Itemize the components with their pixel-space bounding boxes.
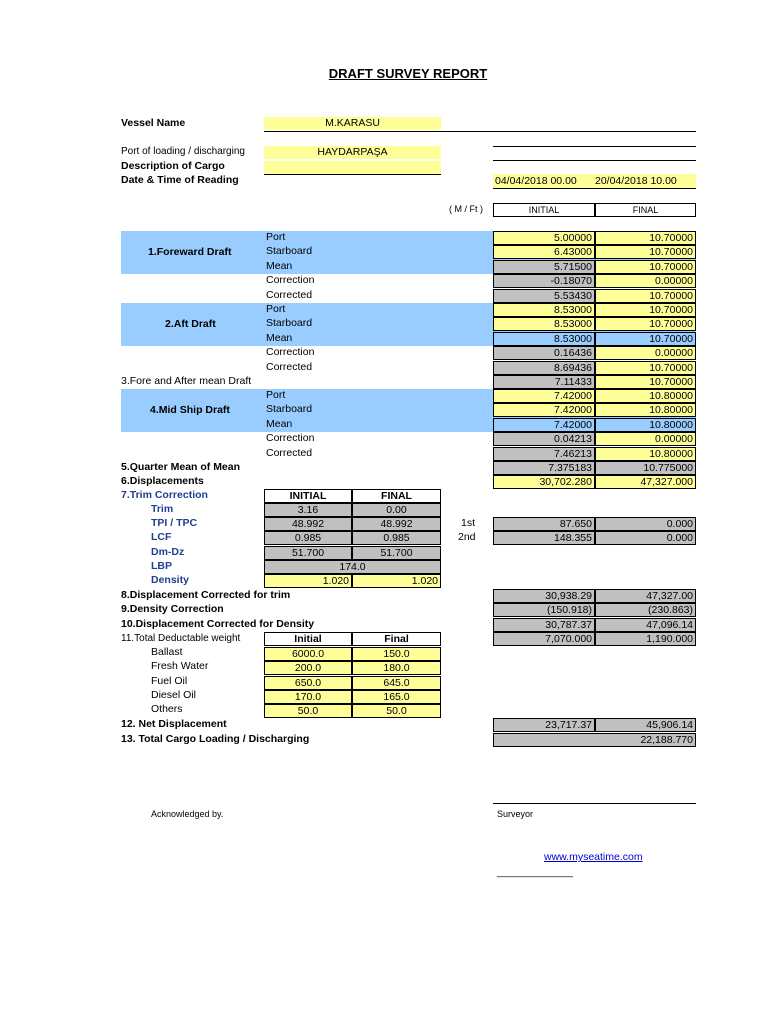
others-label: Others — [151, 703, 183, 715]
second-final: 0.000 — [595, 531, 696, 545]
aft-corrd-initial: 8.69436 — [493, 361, 595, 375]
mid-mean-label: Mean — [266, 418, 293, 430]
fuel-oil-initial: 650.0 — [264, 676, 352, 690]
cargo-value — [264, 161, 441, 174]
dmdz-label: Dm-Dz — [151, 546, 185, 558]
mid-port-initial: 7.42000 — [493, 389, 595, 403]
website-link[interactable]: www.myseatime.com — [544, 851, 643, 863]
aft-port-initial: 8.53000 — [493, 303, 595, 317]
fwd-corrd-initial: 5.53430 — [493, 289, 595, 303]
trim-label: Trim — [151, 503, 174, 515]
date-box — [493, 174, 696, 188]
density-corr-final: (230.863) — [595, 603, 696, 617]
ballast-initial: 6000.0 — [264, 647, 352, 661]
dmdz-final: 51.700 — [352, 546, 441, 560]
unit-label: ( M / Ft ) — [449, 204, 483, 214]
date-final: 20/04/2018 10.00 — [595, 175, 677, 187]
acknowledged-label: Acknowledged by. — [151, 809, 224, 819]
dmdz-initial: 51.700 — [264, 546, 352, 560]
deduct-head-initial: Initial — [264, 632, 352, 646]
port-value: HAYDARPAŞA — [264, 146, 441, 159]
fwd-mean-final: 10.70000 — [595, 260, 696, 274]
fresh-water-final: 180.0 — [352, 661, 441, 675]
fuel-oil-label: Fuel Oil — [151, 675, 188, 687]
deduct-total-initial: 7,070.000 — [493, 632, 595, 646]
first-initial: 87.650 — [493, 517, 595, 531]
ballast-final: 150.0 — [352, 647, 441, 661]
net-disp-initial: 23,717.37 — [493, 718, 595, 732]
aft-corr-final: 0.00000 — [595, 346, 696, 360]
diesel-oil-label: Diesel Oil — [151, 689, 196, 701]
date-label: Date & Time of Reading — [121, 174, 239, 186]
vessel-name-label: Vessel Name — [121, 117, 186, 129]
mid-stbd-initial: 7.42000 — [493, 403, 595, 417]
displacements-final: 47,327.000 — [595, 475, 696, 489]
fwd-mean-label: Mean — [266, 260, 293, 272]
disp-density-label: 10.Displacement Corrected for Density — [121, 618, 315, 630]
aft-stbd-final: 10.70000 — [595, 317, 696, 331]
lbp-value: 174.0 — [264, 560, 441, 574]
cargo-label: Description of Cargo — [121, 160, 225, 172]
ballast-label: Ballast — [151, 646, 183, 658]
deduct-head-final: Final — [352, 632, 441, 646]
fwd-corrd-label: Corrected — [266, 289, 313, 301]
fwd-stbd-final: 10.70000 — [595, 245, 696, 259]
aft-corr-initial: 0.16436 — [493, 346, 595, 360]
mid-corr-initial: 0.04213 — [493, 432, 595, 446]
density-final: 1.020 — [352, 574, 441, 588]
mid-corrd-initial: 7.46213 — [493, 447, 595, 461]
aft-port-final: 10.70000 — [595, 303, 696, 317]
trim-initial: 3.16 — [264, 503, 352, 517]
col-head-final: FINAL — [595, 203, 696, 217]
quarter-mean-final: 10.775000 — [595, 461, 696, 475]
vessel-name-value: M.KARASU — [264, 117, 441, 130]
disp-trim-final: 47,327.00 — [595, 589, 696, 603]
surveyor-line — [493, 803, 696, 804]
second-label: 2nd — [458, 531, 476, 543]
density-initial: 1.020 — [264, 574, 352, 588]
mid-stbd-final: 10.80000 — [595, 403, 696, 417]
fore-aft-final: 10.70000 — [595, 375, 696, 389]
lcf-final: 0.985 — [352, 531, 441, 545]
aft-corrd-label: Corrected — [266, 361, 313, 373]
aft-draft-label: 2.Aft Draft — [165, 318, 216, 330]
fore-aft-label: 3.Fore and After mean Draft — [121, 375, 252, 387]
fwd-stbd-label: Starboard — [266, 245, 313, 257]
total-cargo-label: 13. Total Cargo Loading / Discharging — [121, 733, 310, 745]
fwd-corr-final: 0.00000 — [595, 274, 696, 288]
disp-trim-label: 8.Displacement Corrected for trim — [121, 589, 291, 601]
displacements-label: 6.Displacements — [121, 475, 204, 487]
others-final: 50.0 — [352, 704, 441, 718]
disp-trim-initial: 30,938.29 — [493, 589, 595, 603]
disp-density-final: 47,096.14 — [595, 618, 696, 632]
density-corr-initial: (150.918) — [493, 603, 595, 617]
fwd-corr-label: Correction — [266, 274, 315, 286]
tpc-label: TPI / TPC — [151, 517, 198, 529]
others-initial: 50.0 — [264, 704, 352, 718]
port-line-2 — [493, 160, 696, 161]
second-initial: 148.355 — [493, 531, 595, 545]
displacements-initial: 30,702.280 — [493, 475, 595, 489]
trim-correction-label: 7.Trim Correction — [121, 489, 208, 501]
diesel-oil-final: 165.0 — [352, 690, 441, 704]
fore-aft-initial: 7.11433 — [493, 375, 595, 389]
aft-port-label: Port — [266, 303, 286, 315]
first-label: 1st — [461, 517, 476, 529]
first-final: 0.000 — [595, 517, 696, 531]
lbp-label: LBP — [151, 560, 172, 572]
density-label: Density — [151, 574, 189, 586]
aft-corr-label: Correction — [266, 346, 315, 358]
fwd-stbd-initial: 6.43000 — [493, 245, 595, 259]
fwd-corrd-final: 10.70000 — [595, 289, 696, 303]
tpc-final: 48.992 — [352, 517, 441, 531]
mid-mean-initial: 7.42000 — [493, 418, 595, 432]
col-head-initial: INITIAL — [493, 203, 595, 217]
quarter-mean-label: 5.Quarter Mean of Mean — [121, 461, 241, 473]
mid-mean-final: 10.80000 — [595, 418, 696, 432]
mid-stbd-label: Starboard — [266, 403, 313, 415]
mid-corr-label: Correction — [266, 432, 315, 444]
mid-port-label: Port — [266, 389, 286, 401]
aft-corrd-final: 10.70000 — [595, 361, 696, 375]
fwd-corr-initial: -0.18070 — [493, 274, 595, 288]
cargo-underline — [264, 174, 441, 175]
page-title: DRAFT SURVEY REPORT — [328, 66, 488, 81]
mid-corrd-final: 10.80000 — [595, 447, 696, 461]
aft-stbd-initial: 8.53000 — [493, 317, 595, 331]
fresh-water-initial: 200.0 — [264, 661, 352, 675]
fwd-draft-label: 1.Foreward Draft — [148, 246, 232, 258]
fwd-mean-initial: 5.71500 — [493, 260, 595, 274]
diesel-oil-initial: 170.0 — [264, 690, 352, 704]
tpc-initial: 48.992 — [264, 517, 352, 531]
footer-dash: _____________ — [497, 866, 573, 878]
mid-corr-final: 0.00000 — [595, 432, 696, 446]
date-underline — [493, 188, 696, 189]
trim-head-initial: INITIAL — [264, 489, 352, 503]
fwd-port-label: Port — [266, 231, 286, 243]
vessel-underline — [264, 131, 696, 132]
trim-head-final: FINAL — [352, 489, 441, 503]
aft-stbd-label: Starboard — [266, 317, 313, 329]
lcf-initial: 0.985 — [264, 531, 352, 545]
lcf-label: LCF — [151, 531, 172, 543]
aft-mean-initial: 8.53000 — [493, 332, 595, 346]
mid-port-final: 10.80000 — [595, 389, 696, 403]
trim-final: 0.00 — [352, 503, 441, 517]
mid-corrd-label: Corrected — [266, 447, 313, 459]
aft-mean-label: Mean — [266, 332, 293, 344]
density-corr-label: 9.Density Correction — [121, 603, 224, 615]
quarter-mean-initial: 7.375183 — [493, 461, 595, 475]
net-disp-label: 12. Net Displacement — [121, 718, 227, 730]
mid-draft-label: 4.Mid Ship Draft — [150, 404, 230, 416]
port-line-1 — [493, 146, 696, 147]
fwd-port-initial: 5.00000 — [493, 231, 595, 245]
disp-density-initial: 30,787.37 — [493, 618, 595, 632]
fuel-oil-final: 645.0 — [352, 676, 441, 690]
aft-mean-final: 10.70000 — [595, 332, 696, 346]
deduct-label: 11.Total Deductable weight — [121, 633, 241, 644]
total-cargo-value: 22,188.770 — [493, 733, 696, 747]
surveyor-label: Surveyor — [497, 809, 534, 819]
fresh-water-label: Fresh Water — [151, 660, 209, 672]
fwd-port-final: 10.70000 — [595, 231, 696, 245]
net-disp-final: 45,906.14 — [595, 718, 696, 732]
date-initial: 04/04/2018 00.00 — [495, 175, 577, 187]
port-label: Port of loading / discharging — [121, 146, 245, 157]
deduct-total-final: 1,190.000 — [595, 632, 696, 646]
